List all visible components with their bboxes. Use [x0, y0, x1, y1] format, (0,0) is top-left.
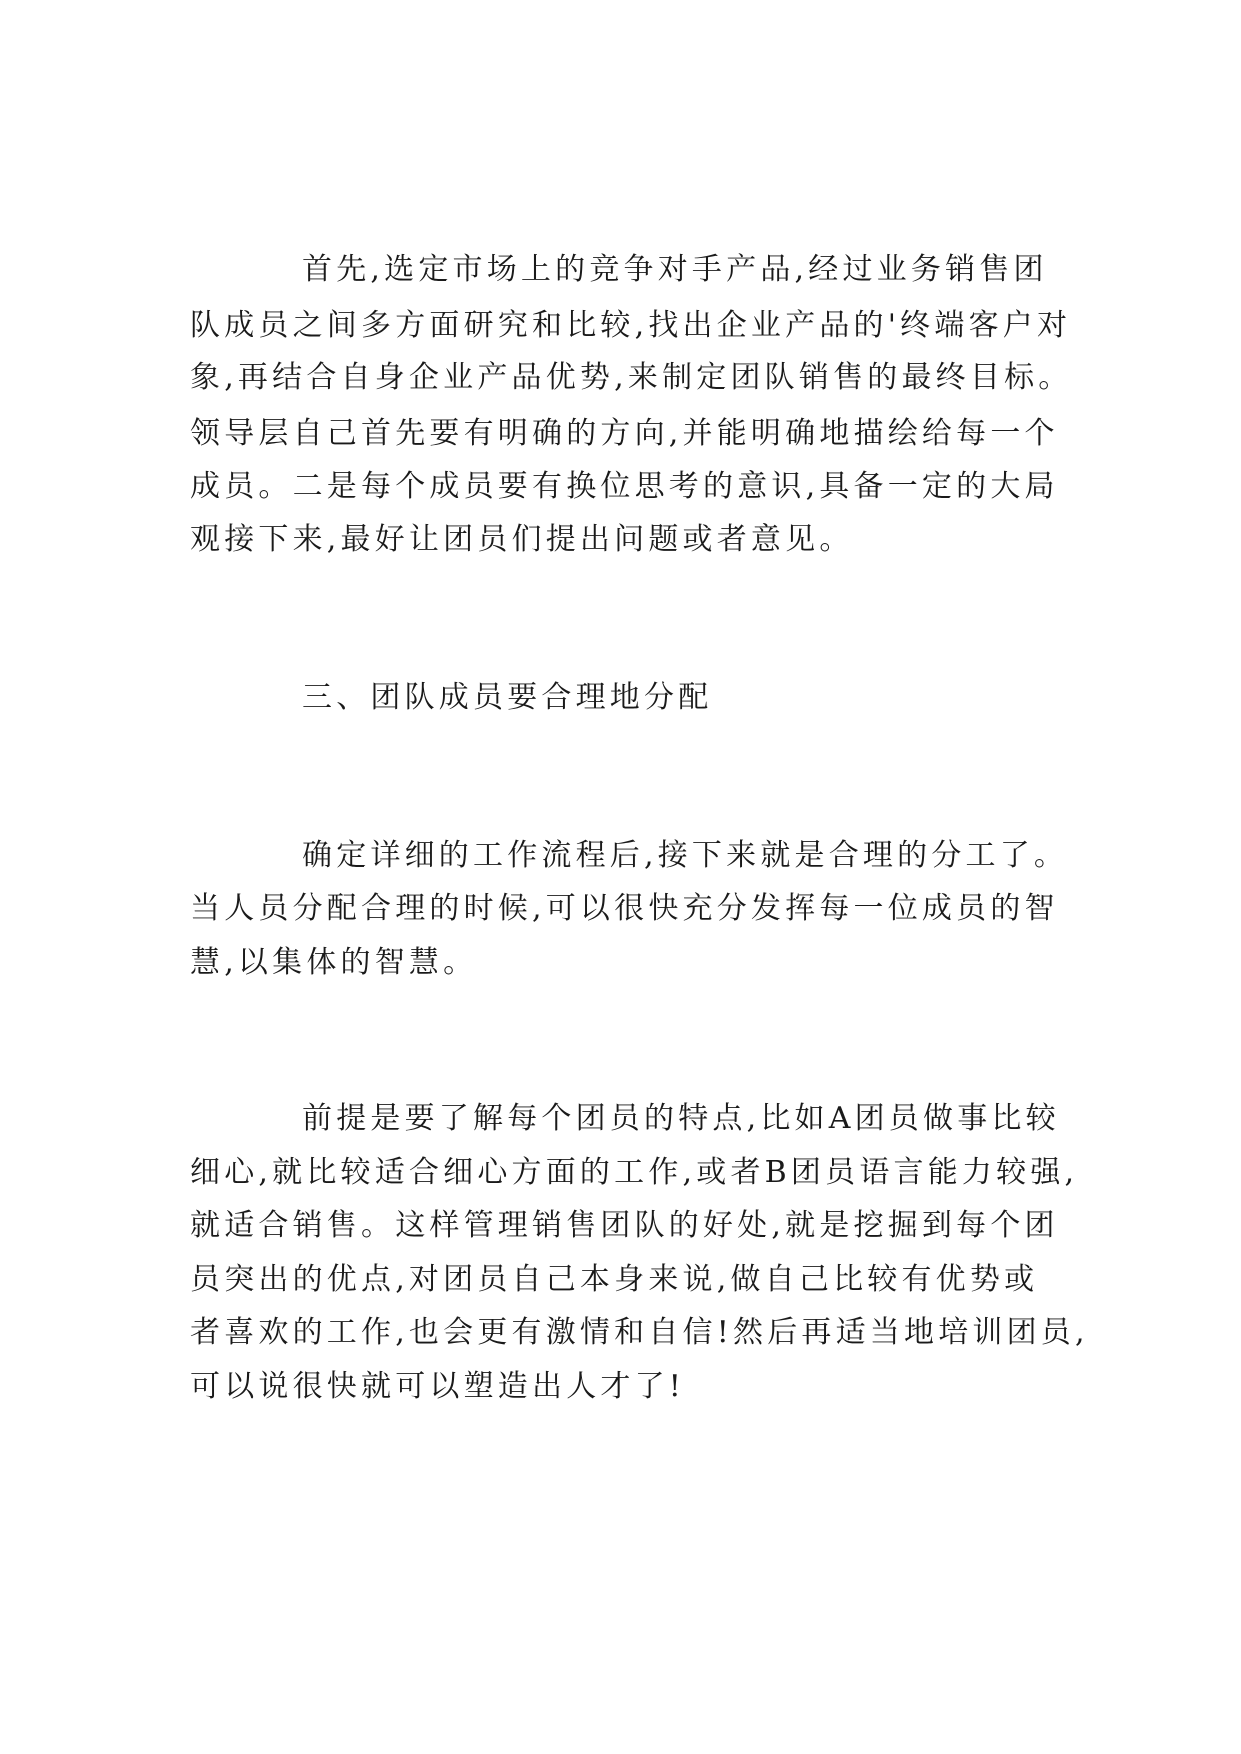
- paragraph-2-line-2: 当人员分配合理的时候,可以很快充分发挥每一位成员的智: [190, 891, 1059, 926]
- paragraph-3-line-1: 前提是要了解每个团员的特点,比如A团员做事比较: [302, 1101, 1060, 1136]
- paragraph-3-line-5: 者喜欢的工作,也会更有激情和自信!然后再适当地培训团员,: [190, 1315, 1089, 1350]
- paragraph-3-line-4: 员突出的优点,对团员自己本身来说,做自己比较有优势或: [190, 1262, 1039, 1297]
- paragraph-1-line-3: 象,再结合自身企业产品优势,来制定团队销售的最终目标。: [190, 360, 1073, 395]
- paragraph-3-line-2: 细心,就比较适合细心方面的工作,或者B团员语言能力较强,: [190, 1155, 1079, 1190]
- paragraph-3-line-3: 就适合销售。这样管理销售团队的好处,就是挖掘到每个团: [190, 1208, 1059, 1243]
- paragraph-1-line-6: 观接下来,最好让团员们提出问题或者意见。: [190, 522, 854, 557]
- section-heading: 三、团队成员要合理地分配: [302, 680, 713, 715]
- paragraph-1-line-1: 首先,选定市场上的竞争对手产品,经过业务销售团: [302, 252, 1048, 287]
- paragraph-2-line-3: 慧,以集体的智慧。: [190, 945, 478, 980]
- paragraph-1-line-5: 成员。二是每个成员要有换位思考的意识,具备一定的大局: [190, 469, 1059, 504]
- paragraph-2-line-1: 确定详细的工作流程后,接下来就是合理的分工了。: [302, 838, 1069, 873]
- paragraph-3-line-6: 可以说很快就可以塑造出人才了!: [190, 1369, 686, 1404]
- paragraph-1-line-4: 领导层自己首先要有明确的方向,并能明确地描绘给每一个: [190, 416, 1059, 451]
- paragraph-1-line-2: 队成员之间多方面研究和比较,找出企业产品的'终端客户对: [190, 308, 1072, 343]
